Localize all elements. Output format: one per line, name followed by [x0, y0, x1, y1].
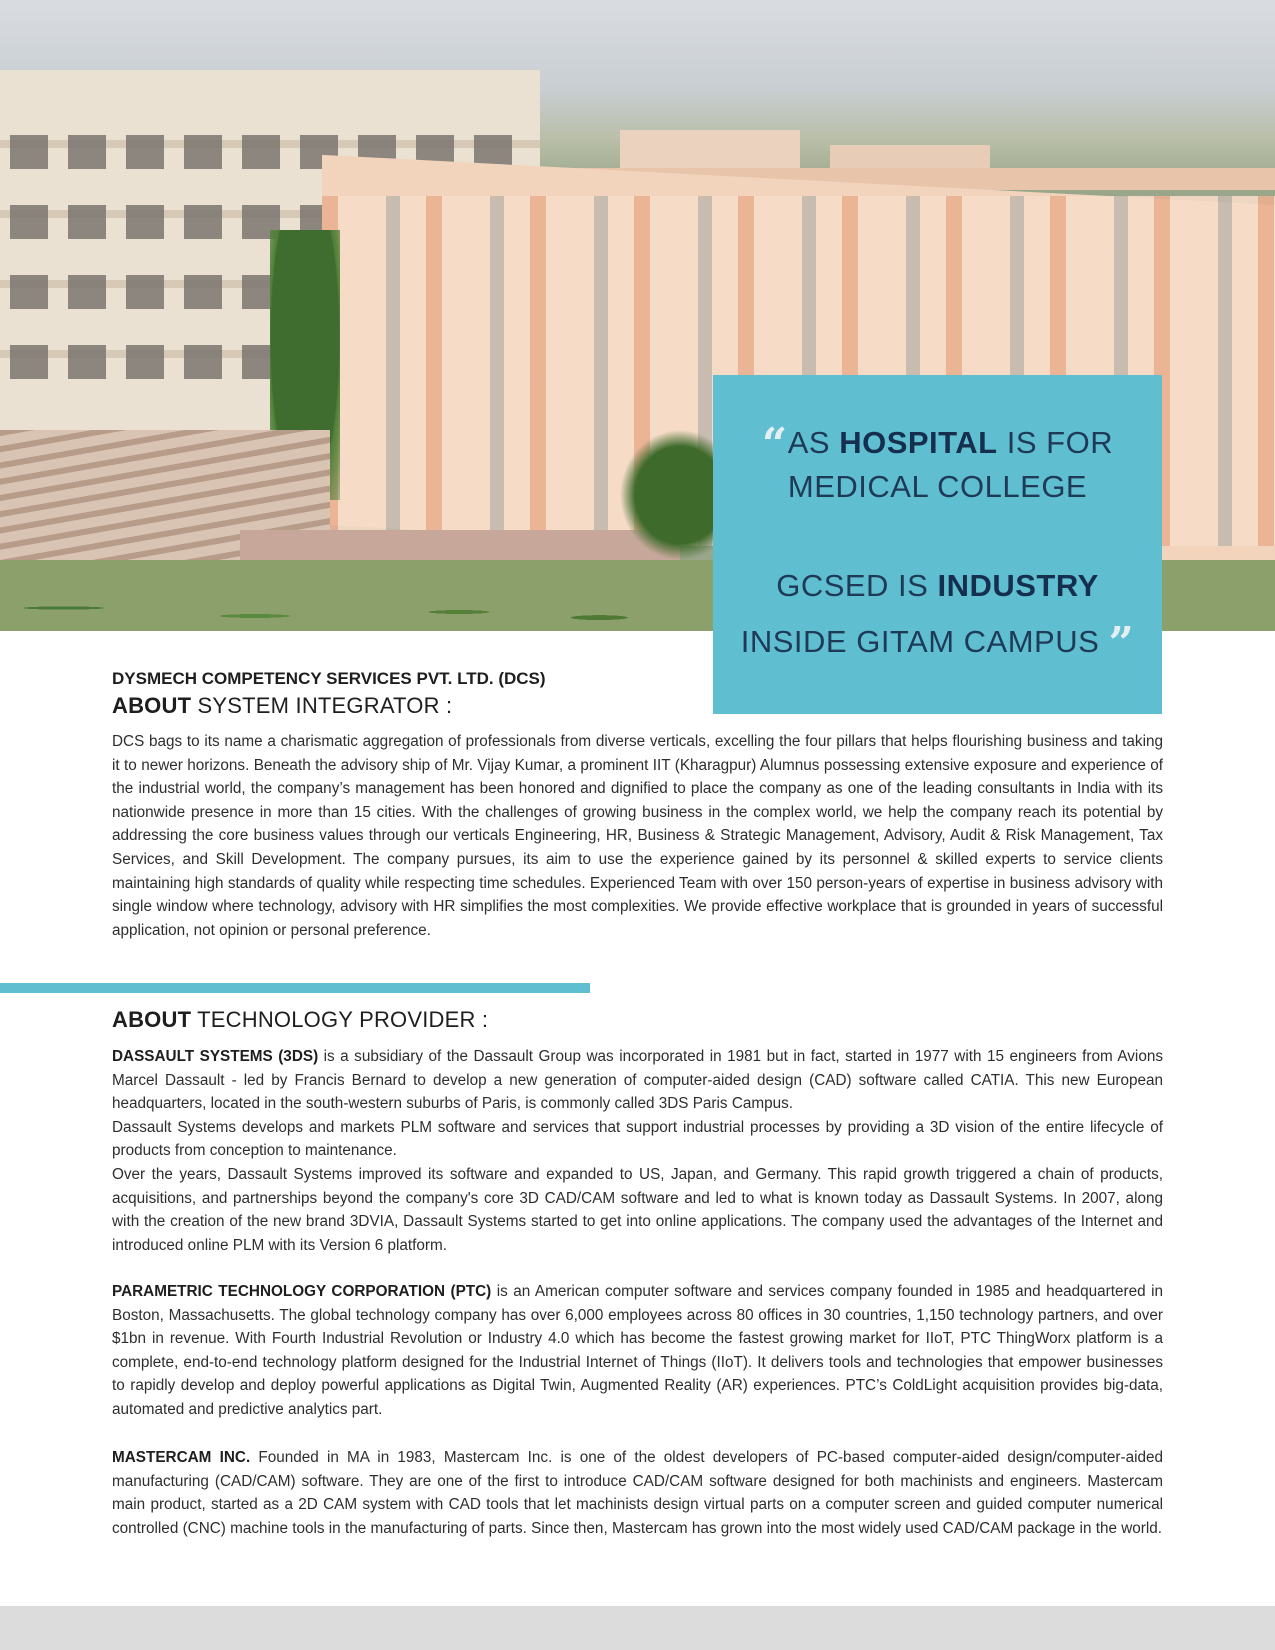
close-quote-icon: ”	[1108, 618, 1135, 669]
quote-highlight-industry: INDUSTRY	[937, 568, 1099, 603]
dassault-name: DASSAULT SYSTEMS (3DS)	[112, 1048, 319, 1065]
section-heading-integrator: ABOUT SYSTEM INTEGRATOR :	[112, 693, 453, 718]
integrator-paragraph: DCS bags to its name a charismatic aggregation of professionals from diverse verticals, excelling the four pillars that helps flourishing business and taking it to newer horizons. Beneath the advisory ship of Mr. Vijay Kumar, a prominent IIT (Kharagpur) Alumnus possessing extensive exposure and experience of the industrial world, the company’s management has been honored and dignified to place the company as one of the leading consultants in India with its nationwide presence in more than 15 cities. With the challenges of growing business in the complex world, we help the company reach its potential by addressing the core business values through our verticals Engineering, HR, Business & Strategic Management, Advisory, Audit & Risk Management, Tax Services, and Skill Development. The company pursues, its aim to use the experience gained by its personnel & skilled experts to service clients maintaining high standards of quality while respecting time schedules. Experienced Team with over 150 person-years of expertise in business advisory with single window where technology, advisory with HR simplifies the most complexities. We provide effective workplace that is grounded in years of successful application, not opinion or personal preference.	[112, 733, 1163, 939]
footer-band	[0, 1606, 1275, 1650]
company-name: DYSMECH COMPETENCY SERVICES PVT. LTD. (DCS)	[112, 669, 546, 688]
quote-box	[713, 375, 1162, 714]
mastercam-paragraph: MASTERCAM INC. Founded in MA in 1983, Mastercam Inc. is one of the oldest developers of PC-based computer-aided design/computer-aided manufacturing (CAD/CAM) software. They are one of the first to introduce CAD/CAM software designed for both machinists and engineers. Mastercam main product, started as a 2D CAM system with CAD tools that let machinists design virtual parts on a computer screen and guided computer numerical controlled (CNC) machine tools in the manufacturing of parts. Since then, Mastercam has grown into the most widely used CAD/CAM package in the world.	[112, 1449, 1163, 1537]
quote-line-3: GCSED IS INDUSTRY	[776, 568, 1099, 603]
section-heading-technology: ABOUT TECHNOLOGY PROVIDER :	[112, 1007, 489, 1032]
open-quote-icon: “	[761, 419, 788, 470]
mastercam-name: MASTERCAM INC.	[112, 1449, 251, 1466]
ptc-name: PARAMETRIC TECHNOLOGY CORPORATION (PTC)	[112, 1283, 492, 1300]
quote-line-4: INSIDE GITAM CAMPUS ”	[740, 618, 1135, 669]
quote-highlight-hospital: HOSPITAL	[839, 425, 998, 460]
accent-divider	[0, 983, 590, 993]
ptc-paragraph: PARAMETRIC TECHNOLOGY CORPORATION (PTC) is an American computer software and services company founded in 1985 and headquartered in Boston, Massachusetts. The global technology company has over 6,000 employees across 80 offices in 30 countries, 1,150 technology partners, and over $1bn in revenue. With Fourth Industrial Revolution or Industry 4.0 which has become the fastest growing market for IIoT, PTC ThingWorx platform is a complete, end-to-end technology platform designed for the Industrial Internet of Things (IIoT). It delivers tools and technologies that empower businesses to rapidly develop and deploy powerful applications as Digital Twin, Augmented Reality (AR) experiences. PTC’s ColdLight acquisition provides big-data, automated and predictive analytics part.	[112, 1283, 1164, 1418]
quote-line-2: MEDICAL COLLEGE	[787, 469, 1088, 504]
quote-line-1: “AS HOSPITAL IS FOR	[761, 419, 1114, 470]
dassault-paragraph: DASSAULT SYSTEMS (3DS) is a subsidiary of the Dassault Group was incorporated in 1981 but in fact, started in 1977 with 15 engineers from Avions Marcel Dassault - led by Francis Bernard to develop a new generation of computer-aided design (CAD) software called CATIA. This new European headquarters, located in the south-western suburbs of Paris, is commonly called 3DS Paris Campus. Dassault Systems develops and markets PLM software and services that support industrial processes by providing a 3D vision of the entire lifecycle of products from conception to maintenance. Over the years, Dassault Systems improved its software and expanded to US, Japan, and Germany. This rapid growth triggered a chain of products, acquisitions, and partnerships beyond the company's core 3D CAD/CAM software and led to what is known today as Dassault Systems. In 2007, along with the creation of the new brand 3DVIA, Dassault Systems started to get into online applications. The company used the advantages of the Internet and introduced online PLM with its Version 6 platform.	[112, 1048, 1163, 1254]
